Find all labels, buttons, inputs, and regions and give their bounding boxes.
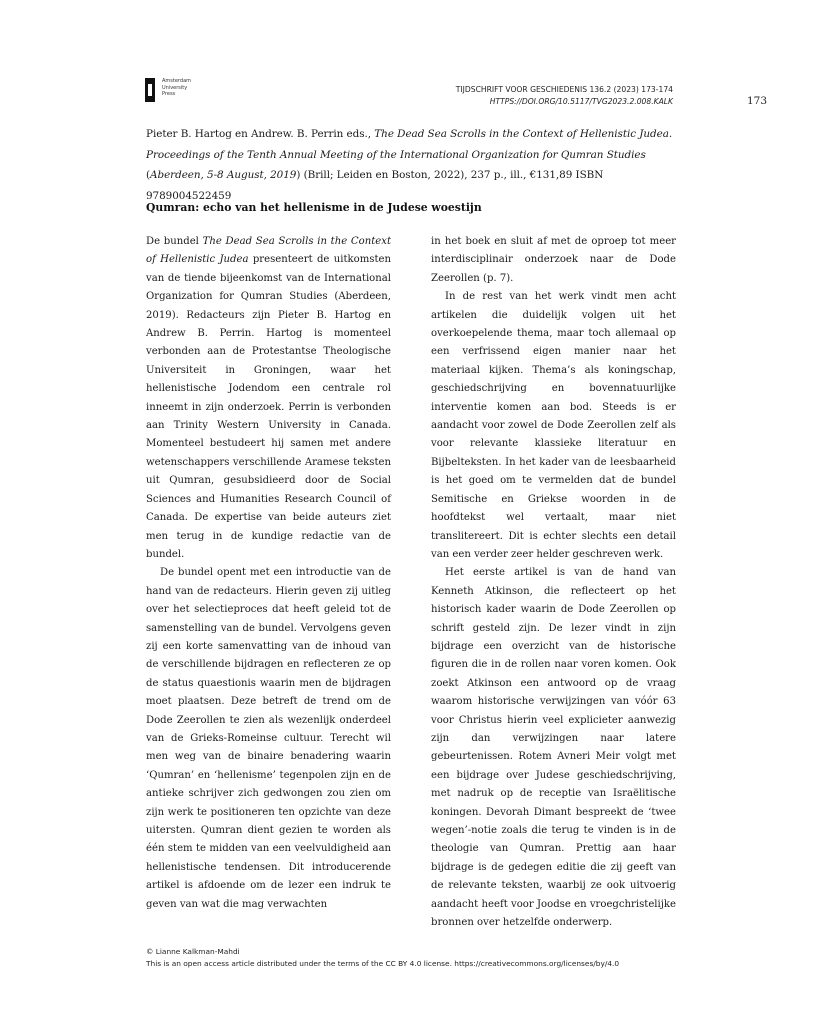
license-notice[interactable]: This is an open access article distributed under the terms of the CC BY 4.0 license. https://creativecommons.org/licenses/by/4.0: [146, 958, 620, 968]
paragraph-continued: in het boek en sluit af met de oproep tot meer interdisciplinair onderzoek naar de Dode Zeerollen (p. 7).: [431, 236, 676, 284]
review-heading: Qumran: echo van het hellenisme in de Judese woestijn: [146, 201, 482, 214]
paragraph: De bundel opent met een introductie van de hand van de redacteurs. Hierin geven zij uitleg over het selectieproces dat heeft geleid tot de samenstelling van de bundel. Vervolgens geven zij een korte samenvatting van de inhoud van de verschillende bijdragen en reflecteren ze op de status quaestionis waarin men de bijdragen moet plaatsen. Deze betreft de trend om de Dode Zeerollen te zien als wezenlijk onderdeel van de Grieks-Romeinse cultuur. Terecht wil men weg van de binaire benadering waarin ‘Qumran’ en ‘hellenisme’ tegenpolen zijn en de antieke schrijver zich gedwongen zou zien om zijn werk te positioneren ten opzichte van deze uitersten. Qumran dient gezien te worden als één stem te midden van een veelvuldigheid aan hellenistische tendensen. Dit introducerende artikel is afdoende om de lezer een indruk te geven van wat die mag verwachten: [146, 567, 391, 910]
publisher-name: Amsterdam University Press: [162, 78, 192, 97]
amsterdam-university-press-logo-icon: [145, 78, 155, 102]
copyright-notice: © Lianne Kalkman-Mahdi: [146, 947, 240, 956]
citation-conference: Aberdeen, 5-8 August, 2019: [150, 169, 297, 181]
page-number: 173: [747, 95, 768, 107]
book-title-inline: The Dead Sea Scrolls in the Context of Hellenistic Judea: [146, 236, 392, 266]
paragraph: Het eerste artikel is van de hand van Kenneth Atkinson, die reflecteert op het historisch kader waarin de Dode Zeerollen op schrift gesteld zijn. De lezer vindt in zijn bijdrage een overzicht van de historische figuren die in de rollen naar voren komen. Ook zoekt Atkinson een antwoord op de vraag waarom historische verwijzingen van vóór 63 voor Christus hierin veel explicieter aanwezig zijn dan verwijzingen naar latere gebeurtenissen. Rotem Avneri Meir volgt met een bijdrage over Judese geschiedschrijving, met nadruk op de receptie van Israëlitische koningen. Devorah Dimant bespreekt de ‘twee wegen’-notie zoals die terug te vinden is in de theologie van Qumran. Prettig aan haar bijdrage is de gedegen editie die zij geeft van de relevante teksten, waarbij ze ook uitvoerig aandacht heeft voor Joodse en vroegchristelijke bronnen over hetzelfde onderwerp.: [431, 567, 676, 929]
text-column-left: [146, 233, 391, 914]
text-column-right: [431, 233, 676, 932]
journal-info: [456, 84, 673, 108]
citation-title: The Dead Sea Scrolls in the Context of Hellenistic Judea. Proceedings of the Tenth Annual Meeting of the International Organization for Qumran Studies: [146, 128, 673, 161]
citation-authors: Pieter B. Hartog en Andrew. B. Perrin eds.,: [146, 128, 375, 140]
paragraph: In de rest van het werk vindt men acht artikelen die duidelijk volgen uit het overkoepelende thema, maar toch allemaal op een verfrissend eigen manier naar het materiaal kijken. Thema’s als koningschap, geschiedschrijving en bovennatuurlijke interventie komen aan bod. Steeds is er aandacht voor zowel de Dode Zeerollen zelf als voor relevante klassieke literatuur en Bijbelteksten. In het kader van de leesbaarheid is het goed om te vermelden dat de bundel Semitische en Griekse woorden in de hoofdtekst wel vertaalt, maar niet translitereert. Dit is echter slechts een detail van een verder zeer helder geschreven werk.: [431, 291, 676, 560]
footer: [146, 946, 619, 969]
publisher-logo: [145, 78, 191, 102]
journal-line: TIJDSCHRIFT VOOR GESCHIEDENIS 136.2 (2023) 173-174: [455, 85, 673, 94]
book-citation: Pieter B. Hartog en Andrew. B. Perrin eds., The Dead Sea Scrolls in the Context of Hellenistic Judea. Proceedings of the Tenth Annual Meeting of the International Organization for Qumran Studies (Aberdeen, 5-8 August, 2019) (Brill; Leiden en Boston, 2022), 237 p., ill., €131,89 ISBN 9789004522459: [146, 128, 673, 202]
doi-link[interactable]: HTTPS://DOI.ORG/10.5117/TVG2023.2.008.KALK: [489, 97, 673, 106]
paragraph: De bundel The Dead Sea Scrolls in the Context of Hellenistic Judea presenteert de uitkomsten van de tiende bijeenkomst van de International Organization for Qumran Studies (Aberdeen, 2019). Redacteurs zijn Pieter B. Hartog en Andrew B. Perrin. Hartog is momenteel verbonden aan de Protestantse Theologische Universiteit in Groningen, waar het hellenistische Jodendom een centrale rol inneemt in zijn onderzoek. Perrin is verbonden aan Trinity Western University in Canada. Momenteel bestudeert hij samen met andere wetenschappers verschillende Aramese teksten uit Qumran, gesubsidieerd door de Social Sciences and Humanities Research Council of Canada. De expertise van beide auteurs ziet men terug in de kundige redactie van de bundel.: [146, 236, 392, 560]
citation-publication: (Brill; Leiden en Boston, 2022), 237 p., ill., €131,89 ISBN 9789004522459: [146, 169, 604, 202]
